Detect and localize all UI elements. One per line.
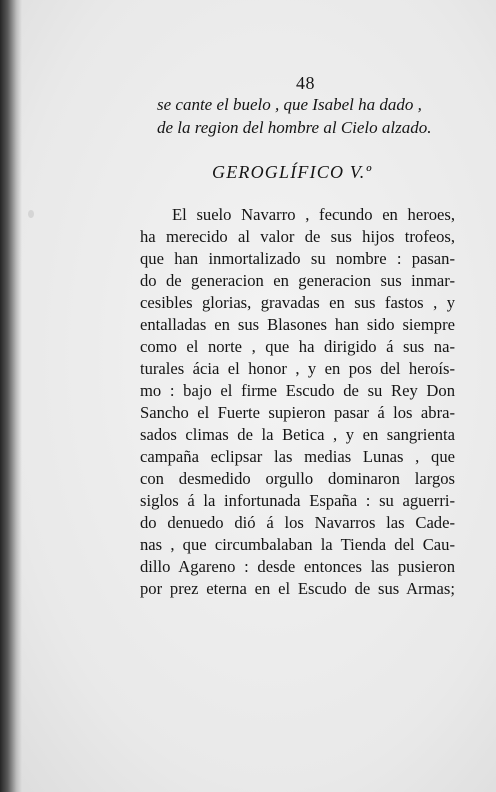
paragraph-line: turales ácia el honor , y en pos del heroís- <box>140 359 455 378</box>
paragraph-line: do denuedo dió á los Navarros las Cade- <box>140 513 455 532</box>
verse-line-2: de la region del hombre al Cielo alzado. <box>157 118 432 137</box>
paragraph-line: que han inmortalizado su nombre : pasan- <box>140 249 455 268</box>
paragraph-line: por prez eterna en el Escudo de sus Armas; <box>140 579 455 598</box>
paragraph-line: como el norte , que ha dirigido á sus na- <box>140 337 455 356</box>
section-heading: GEROGLÍFICO V.º <box>212 162 373 182</box>
paragraph-line: dillo Agareno : desde entonces las pusieron <box>140 557 455 576</box>
paragraph-line: El suelo Navarro , fecundo en heroes, <box>172 205 455 224</box>
paragraph-line: sados climas de la Betica , y en sangrienta <box>140 425 455 444</box>
verse-line-1: se cante el buelo , que Isabel ha dado , <box>157 95 422 114</box>
paragraph-line: siglos á la infortunada España : su aguerri- <box>140 491 455 510</box>
paragraph-line: do de generacion en generacion sus inmar- <box>140 271 455 290</box>
paragraph-line: nas , que circumbalaban la Tienda del Cau- <box>140 535 455 554</box>
paragraph-line: Sancho el Fuerte supieron pasar á los abra- <box>140 403 455 422</box>
paragraph-line: campaña eclipsar las medias Lunas , que <box>140 447 455 466</box>
paragraph-line: mo : bajo el firme Escudo de su Rey Don <box>140 381 455 400</box>
binding-shadow <box>0 0 22 792</box>
paper-stain <box>28 210 34 218</box>
paragraph-line: cesibles glorias, gravadas en sus fastos , y <box>140 293 455 312</box>
paragraph-line: entalladas en sus Blasones han sido siempre <box>140 315 455 334</box>
page-number: 48 <box>296 73 315 93</box>
paragraph-line: ha merecido al valor de sus hijos trofeos, <box>140 227 455 246</box>
paragraph-line: con desmedido orgullo dominaron largos <box>140 469 455 488</box>
